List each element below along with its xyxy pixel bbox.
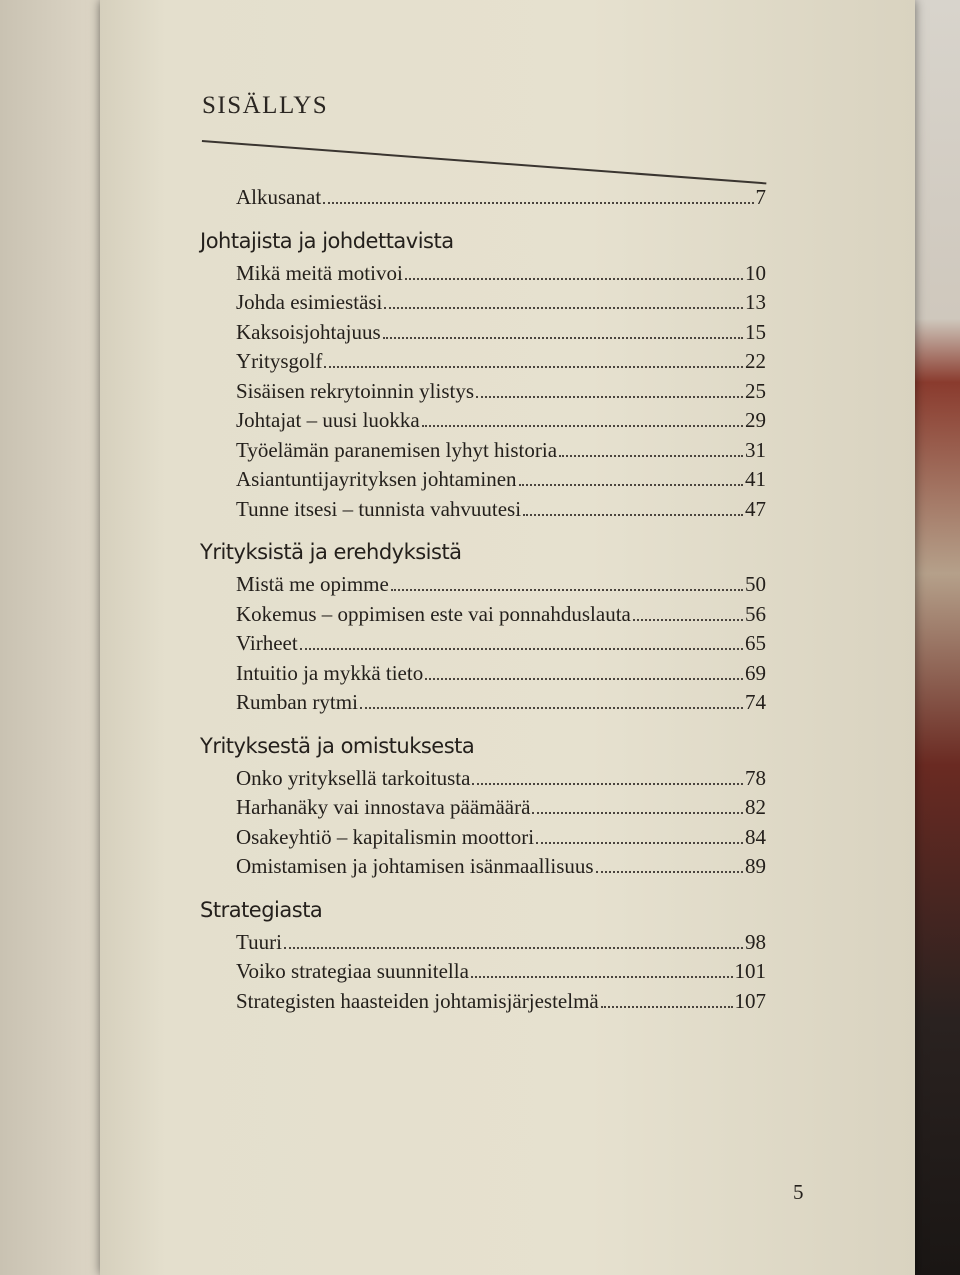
entry-title: Työelämän paranemisen lyhyt historia	[236, 437, 558, 462]
entry-title: Virheet	[236, 631, 298, 655]
toc-entry	[236, 438, 766, 468]
dot-leader	[391, 589, 743, 591]
toc-entry	[236, 795, 766, 825]
entry-page: 69	[745, 660, 766, 685]
dot-leader	[422, 425, 743, 427]
dot-leader	[384, 307, 743, 309]
dot-leader	[532, 812, 743, 814]
entry-page: 84	[745, 824, 766, 849]
dot-leader	[596, 871, 743, 873]
entry-page: 31	[745, 437, 766, 462]
entry-title: Voiko strategiaa suunnitella	[236, 959, 469, 983]
entry-title: Alkusanat	[236, 185, 322, 209]
entry-title: Mistä me opimme	[236, 572, 389, 596]
dot-leader	[519, 484, 743, 486]
dot-leader	[601, 1006, 733, 1008]
toc-entry	[236, 572, 766, 602]
entry-page: 10	[745, 260, 766, 285]
toc-entry	[236, 320, 766, 350]
entry-page: 13	[745, 290, 766, 314]
dot-leader	[323, 202, 753, 204]
toc-entry	[236, 930, 766, 960]
section-heading: Yrityksistä ja erehdyksistä	[200, 540, 462, 564]
toc-entry	[236, 261, 766, 291]
entry-title: Rumban rytmi	[236, 690, 358, 714]
entry-page: 65	[745, 631, 766, 655]
toc-entry	[236, 989, 766, 1019]
toc-entry	[236, 185, 766, 215]
table-of-contents	[200, 185, 800, 1018]
toc-entry	[236, 408, 766, 438]
toc-entry	[236, 766, 766, 796]
dot-leader	[471, 976, 733, 978]
entry-title: Tunne itsesi – tunnista vahvuutesi	[236, 496, 522, 521]
toc-entry	[236, 379, 766, 409]
entry-page: 98	[745, 929, 766, 954]
dot-leader	[633, 619, 743, 621]
entry-title: Yritysgolf	[236, 349, 323, 373]
dot-leader	[425, 678, 743, 680]
page-number: 5	[793, 1180, 804, 1204]
dot-leader	[559, 455, 743, 457]
entry-title: Mikä meitä motivoi	[236, 260, 403, 285]
dot-leader	[300, 648, 743, 650]
toc-entry	[236, 467, 766, 497]
entry-title: Osakeyhtiö – kapitalismin moottori	[236, 824, 535, 849]
toc-entry	[236, 854, 766, 884]
section-heading: Johtajista ja johdettavista	[200, 228, 454, 253]
entry-title: Kaksoisjohtajuus	[236, 319, 381, 344]
entry-page: 47	[745, 496, 766, 521]
toc-entry	[236, 290, 766, 320]
entry-page: 78	[745, 765, 766, 790]
dot-leader	[536, 842, 743, 844]
entry-page: 25	[745, 378, 766, 403]
entry-page: 107	[734, 988, 766, 1013]
entry-title: Intuitio ja mykkä tieto	[236, 660, 424, 685]
entry-title: Johda esimiestäsi	[236, 290, 383, 314]
toc-entry	[236, 661, 766, 691]
entry-page: 56	[745, 601, 766, 626]
dot-leader	[284, 947, 743, 949]
entry-page: 15	[745, 319, 766, 344]
dot-leader	[472, 783, 743, 785]
dot-leader	[383, 337, 743, 339]
entry-title: Asiantuntijayrityksen johtaminen	[236, 467, 517, 491]
entry-page: 22	[745, 349, 766, 373]
entry-title: Harhanäky vai innostava päämäärä	[236, 795, 531, 819]
entry-title: Tuuri	[236, 929, 282, 954]
entry-title: Onko yrityksellä tarkoitusta	[236, 765, 471, 790]
entry-page: 74	[745, 690, 766, 714]
toc-entry	[236, 631, 766, 661]
entry-title: Strategisten haasteiden johtamisjärjestelmä	[236, 988, 599, 1013]
entry-page: 89	[745, 854, 766, 878]
entry-title: Omistamisen ja johtamisen isänmaallisuus	[236, 854, 594, 878]
dot-leader	[324, 366, 743, 368]
dot-leader	[523, 514, 743, 516]
toc-entry	[236, 602, 766, 632]
toc-entry	[236, 690, 766, 720]
entry-title: Johtajat – uusi luokka	[236, 408, 420, 432]
entry-page: 7	[755, 185, 766, 209]
section-heading: Yrityksestä ja omistuksesta	[200, 733, 475, 758]
entry-page: 41	[745, 467, 766, 491]
section-heading: Strategiasta	[200, 897, 323, 922]
entry-page: 82	[745, 795, 766, 819]
dot-leader	[476, 396, 743, 398]
entry-page: 29	[745, 408, 766, 432]
toc-entry	[236, 825, 766, 855]
toc-entry	[236, 349, 766, 379]
entry-page: 101	[734, 959, 766, 983]
entry-title: Kokemus – oppimisen este vai ponnahduslauta	[236, 601, 631, 626]
dot-leader	[360, 707, 743, 709]
toc-entry	[236, 497, 766, 527]
page-heading: SISÄLLYS	[202, 92, 329, 119]
entry-page: 50	[745, 572, 766, 596]
entry-title: Sisäisen rekrytoinnin ylistys	[236, 378, 474, 403]
dot-leader	[405, 278, 743, 280]
toc-entry	[236, 959, 766, 989]
